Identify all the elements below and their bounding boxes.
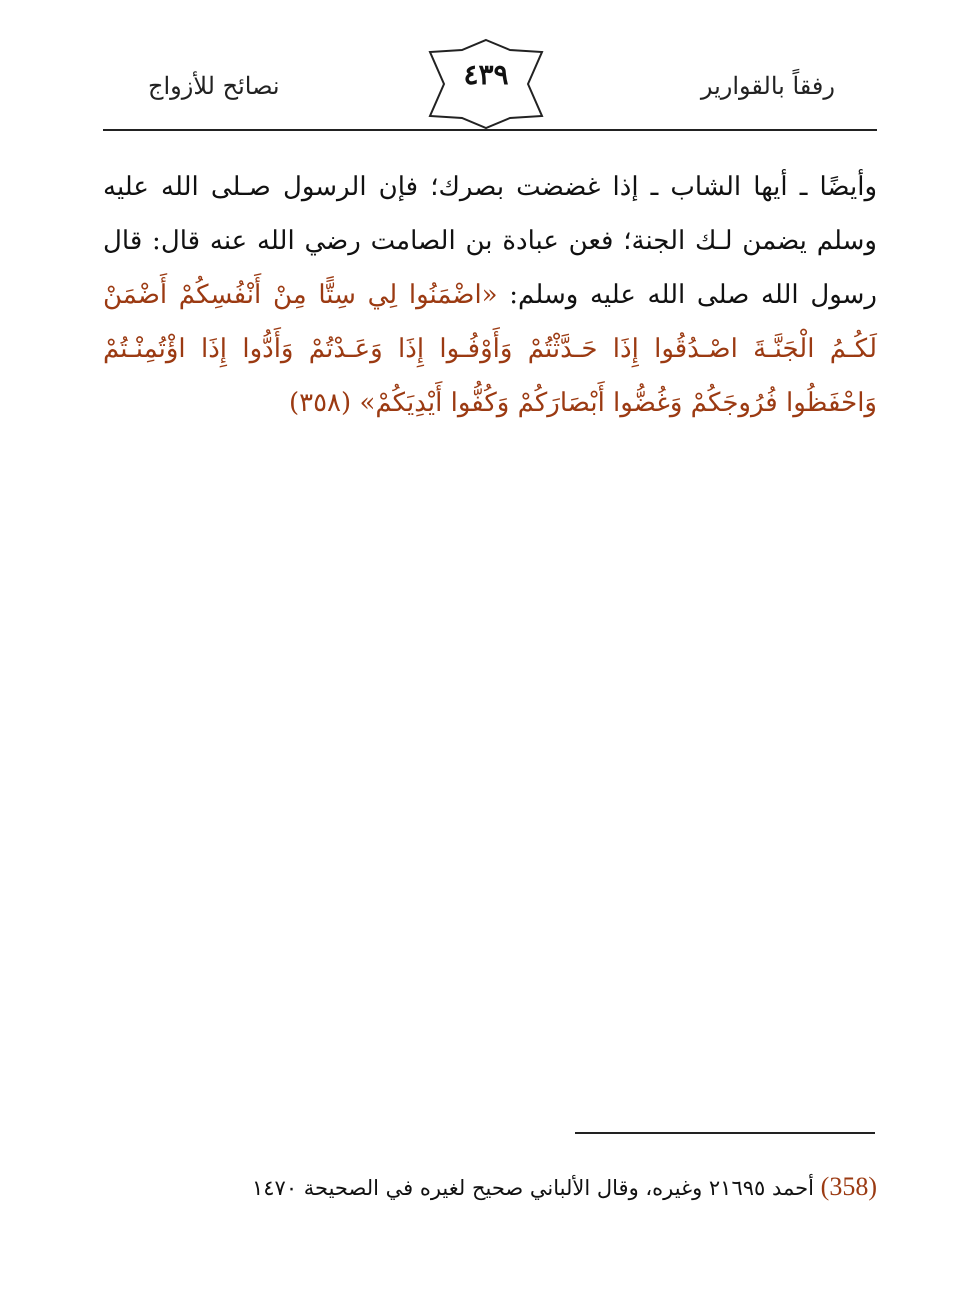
page-number: ٤٣٩ <box>463 58 509 91</box>
header-left-title: نصائح للأزواج <box>148 72 280 100</box>
page-header <box>0 0 980 140</box>
page-number-badge <box>424 38 548 130</box>
header-divider <box>103 129 877 131</box>
footnote-text: أحمد ٢١٦٩٥ وغيره، وقال الألباني صحيح لغيره في الصحيحة ١٤٧٠ <box>251 1176 821 1200</box>
footnote-reference: (٣٥٨) <box>288 388 360 418</box>
intro-text: وأيضًا ـ أيها الشاب ـ إذا غضضت بصرك؛ فإن الرسول صـلى الله عليه وسلم يضمن لـك الجنة؛ فعن عبادة بن الصامت رضي الله عنه قال: قال رسول الله صلى الله عليه وسلم: <box>103 172 877 310</box>
hadith-quote: «اضْمَنُوا لِي سِتًّا مِنْ أَنْفُسِكُمْ أَضْمَنْ لَكُـمُ الْجَنَّـةَ اصْـدُقُوا إِذَا حَـدَّثْتُمْ وَأَوْفُـوا إِذَا وَعَـدْتُمْ وَأَدُّوا إِذَا اؤْتُمِنْـتُمْ وَاحْفَظُوا فُرُوجَكُمْ وَغُضُّوا أَبْصَارَكُمْ وَكُفُّوا أَيْدِيَكُمْ» <box>103 280 877 418</box>
footnote-divider <box>575 1132 875 1134</box>
header-right-title: رفقاً بالقوارير <box>700 72 835 100</box>
footnote <box>103 1172 877 1202</box>
body-paragraph <box>103 160 877 430</box>
footnote-marker: (358) <box>820 1172 877 1201</box>
